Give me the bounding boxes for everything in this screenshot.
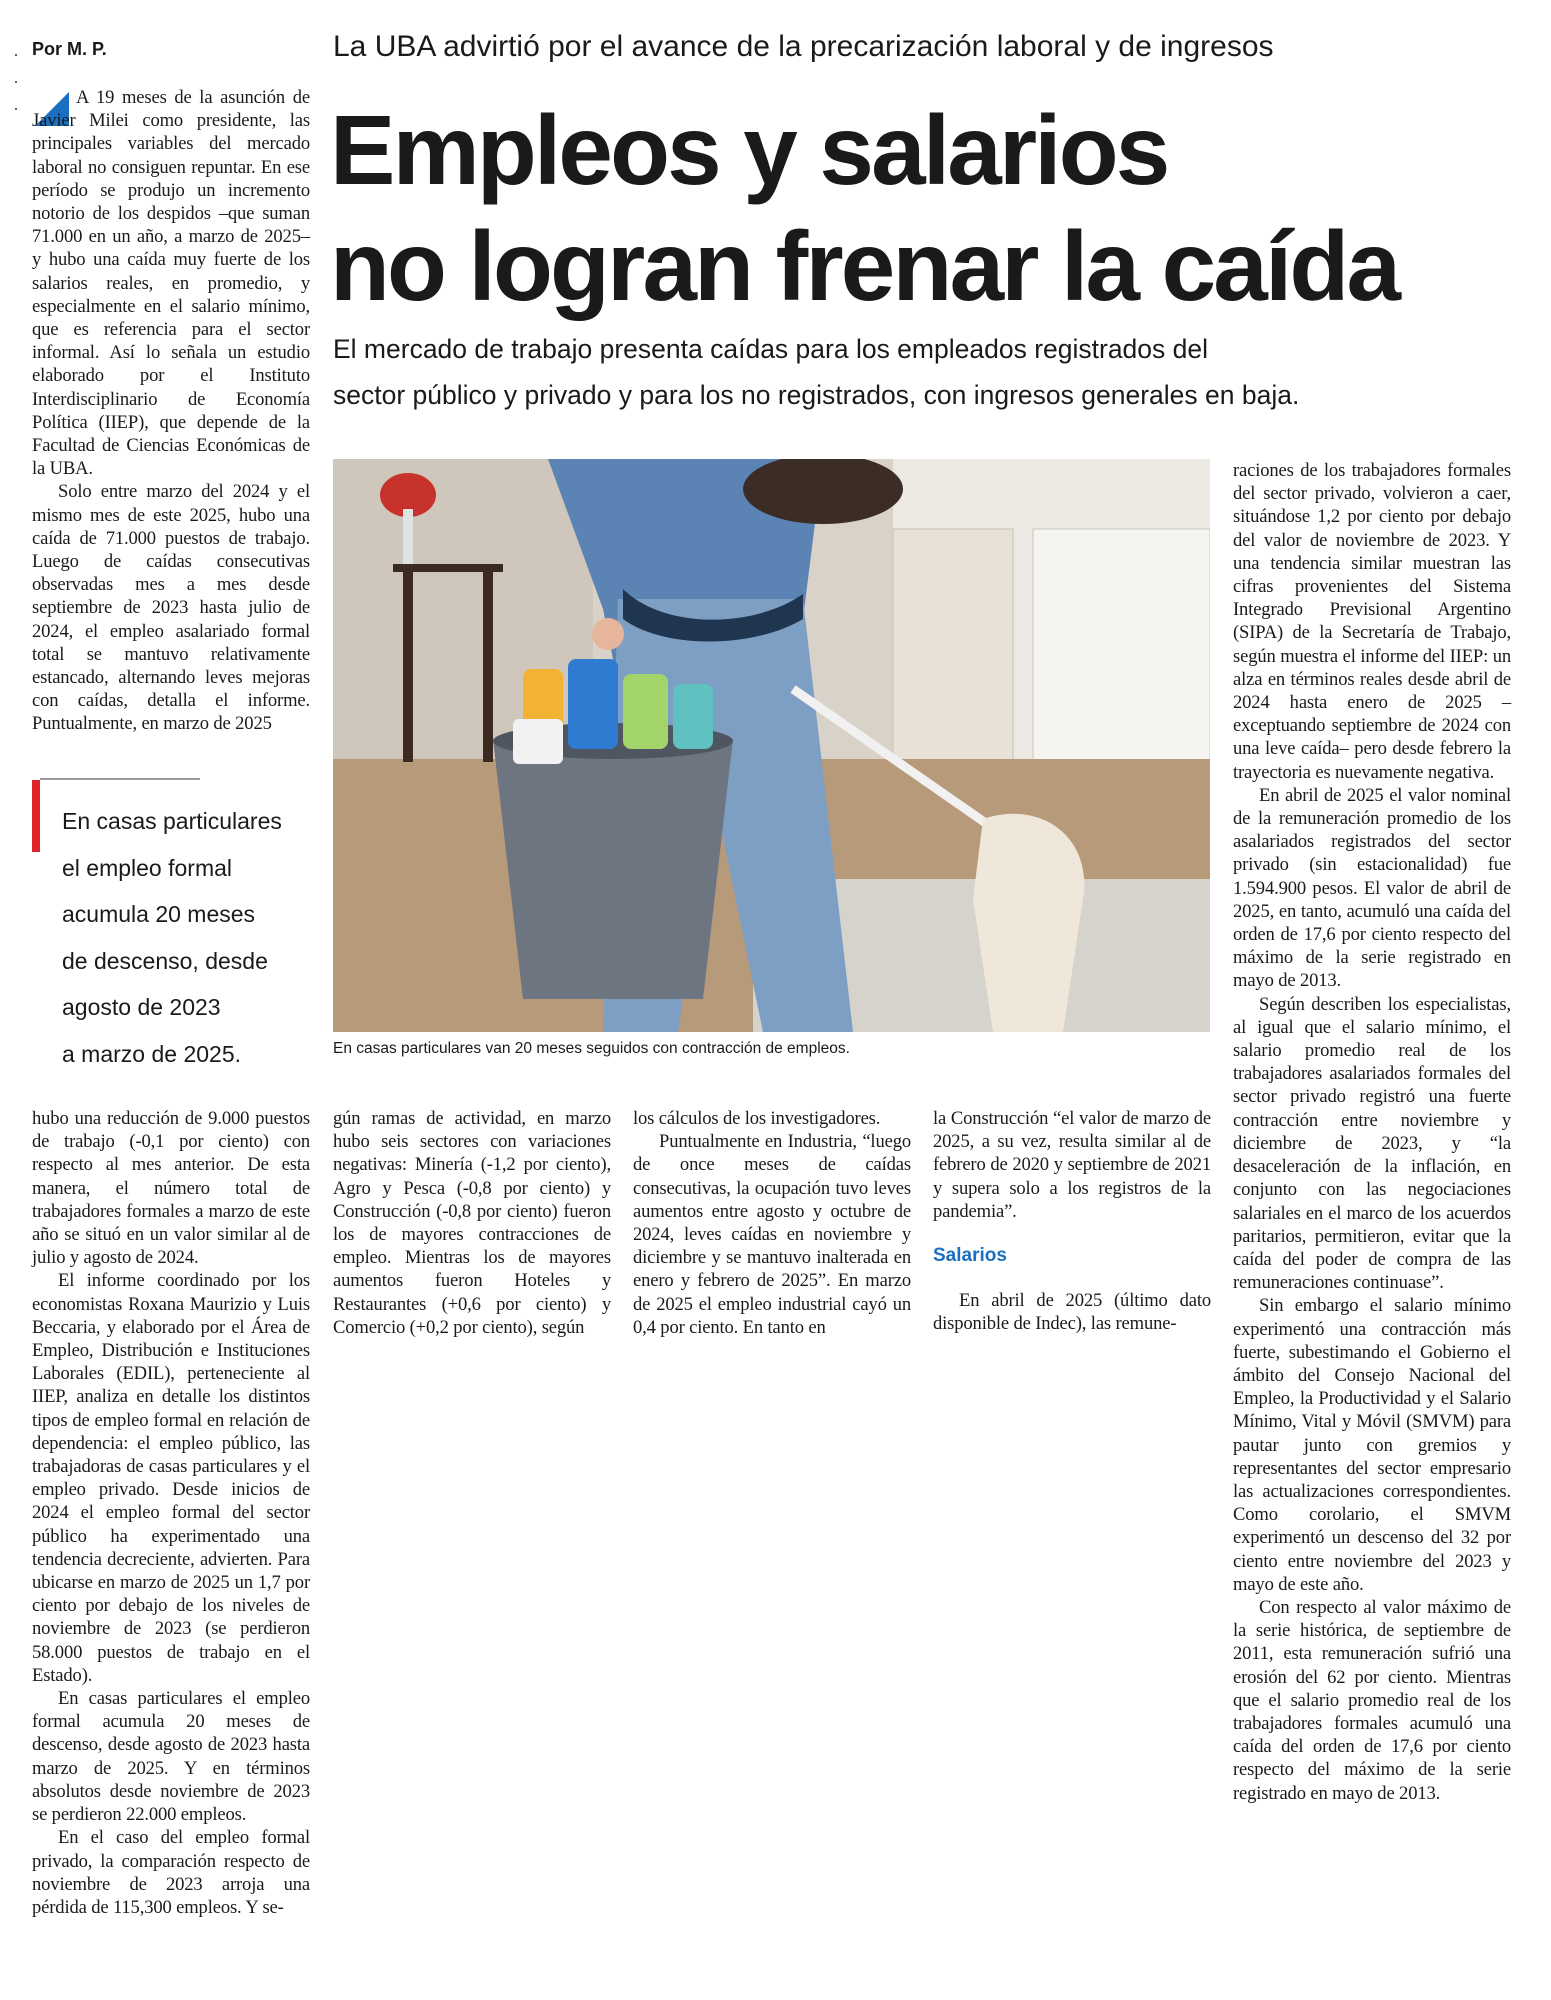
paragraph: Según describen los especialistas, al igual que el salario mínimo, el salario promedio real de los trabajadores asalariados formales del sector privado registró una fuerte contracción entre noviembre y diciembre de 2023, y “la desaceleración de la inflación, en conjunto con las negociaciones salariales en el marco de los acuerdos paritarios, permitieron, evitar que la caída del poder de compra de las remuneraciones continuase”. [1233,993,1511,1294]
kicker: La UBA advirtió por el avance de la precarización laboral y de ingresos [333,30,1274,63]
paragraph: la Construcción “el valor de marzo de 2025, a su vez, resulta similar al de febrero de 2020 y septiembre de 2021 y supera solo a los registros de la pandemia”. [933,1108,1211,1222]
column-1-top [32,86,310,736]
paragraph: A 19 meses de la asunción de Javier Milei como presidente, las principales variables del mercado laboral no consiguen repuntar. En ese período se produjo un incremento notorio de los despidos –que suman 71.000 en un año, a marzo de 2025– y hubo una caída muy fuerte de los salarios reales, en promedio, y especialmente en el salario mínimo, que es referencia para el sector informal. Así lo señala un estudio elaborado por el Instituto Interdisciplinario de Economía Política (IIEP), que depende de la Facultad de Ciencias Económicas de la UBA. [32,87,310,480]
paragraph: En abril de 2025 (último dato disponible de Indec), las remune- [933,1290,1211,1335]
headline-line-1: Empleos y salarios [330,95,1168,205]
quote-bar [32,780,40,852]
paragraph: hubo una reducción de 9.000 puestos de trabajo (-0,1 por ciento) con respecto al mes anterior. De esta manera, el número total de trabajadores formales a marzo de este año se situó en un valor similar al de julio y agosto de 2024. [32,1108,310,1269]
subhead-line-2: sector público y privado y para los no registrados, con ingresos generales en baja. [333,380,1300,410]
quote-line: a marzo de 2025. [62,1040,242,1067]
paragraph: El informe coordinado por los economistas Roxana Maurizio y Luis Beccaria, y elaborado por el Área de Empleo, Distribución e Instituciones Laborales (EDIL), perteneciente al IIEP, analiza en detalle los distintos tipos de empleo formal en relación de dependencia: el empleo público, las trabajadoras de casas particulares y el empleo privado. Desde inicios de 2024 el empleo formal del sector público ha experimentado una tendencia decreciente, advierten. Para ubicarse en marzo de 2025 un 1,7 por ciento por debajo de los niveles de noviembre de 2023 (se perdieron 58.000 puestos de trabajo en el Estado). [32,1270,310,1686]
headline-line-2: no logran frenar la caída [330,211,1399,321]
subhead [333,326,1383,418]
paragraph: Sin embargo el salario mínimo experimentó una contracción más fuerte, subestimando el Gobierno el ámbito del Consejo Nacional del Empleo, la Productividad y el Salario Mínimo, Vital y Móvil (SMVM) para pautar junto con gremios y representantes del sector empresario las actualizaciones correspondientes. Como corolario, el SMVM experimentó un descenso del 32 por ciento entre noviembre del 2023 y mayo de este año. [1233,1295,1511,1595]
paragraph: En el caso del empleo formal privado, la comparación respecto de noviembre de 2023 arroja una pérdida de 115,300 empleos. Y se- [32,1827,310,1918]
column-4 [933,1107,1211,1335]
paragraph: los cálculos de los investigadores. [633,1108,881,1129]
paragraph: gún ramas de actividad, en marzo hubo seis sectores con variaciones negativas: Minería (-1,2 por ciento), Agro y Pesca (-0,8 por ciento) y Construcción (-0,8 por ciento) fueron los de mayores contracciones de empleo. Mientras los de mayores aumentos fueron Hoteles y Restaurantes (+0,6 por ciento) y Comercio (+0,2 por ciento), según [333,1108,611,1338]
paragraph: Solo entre marzo del 2024 y el mismo mes de este 2025, hubo una caída de 71.000 puestos de trabajo. Luego de caídas consecutivas observadas mes a mes desde septiembre de 2023 hasta julio de 2024, el empleo asalariado formal total se mantuvo relativamente estancado, alternando leves mejoras con caídas, detalla el informe. Puntualmente, en marzo de 2025 [32,481,310,735]
headline [330,92,1480,324]
paragraph: En abril de 2025 el valor nominal de la remuneración promedio de los asalariados registrados del sector privado (sin estacionalidad) fue 1.594.900 pesos. El valor de abril de 2025, en tanto, acumuló una caída del orden de 17,6 por ciento respecto del máximo de la serie registrado en mayo de 2013. [1233,784,1511,992]
subhead-line-1: El mercado de trabajo presenta caídas para los empleados registrados del [333,334,1209,364]
column-2 [333,1107,611,1339]
quote-rule [40,778,200,780]
quote-line: el empleo formal [62,854,233,881]
paragraph: Con respecto al valor máximo de la serie histórica, de septiembre de 2011, esta remuneración sufrió una erosión del 62 por ciento. Mientras que el salario promedio real de los trabajadores formales acumuló una caída del orden de 17,6 por ciento respecto del máximo de la serie registrado en mayo de 2013. [1233,1596,1511,1804]
quote-line: En casas particulares [62,808,282,834]
byline: Por M. P. [32,39,107,59]
paragraph: Puntualmente en Industria, “luego de once meses de caídas consecutivas, la ocupación tuvo leves aumentos entre agosto y octubre de 2024, leves caídas en noviembre y diciembre y se mantuvo inalterada en enero y febrero de 2025”. En marzo de 2025 el empleo industrial cayó un 0,4 por ciento. En tanto en [633,1131,911,1338]
column-3 [633,1107,911,1339]
paragraph: En casas particulares el empleo formal acumula 20 meses de descenso, desde agosto de 2023 hasta marzo de 2025. Y en términos absolutos desde noviembre de 2023 se perdieron 22.000 empleos. [32,1688,310,1826]
photo-caption: En casas particulares van 20 meses seguidos con contracción de empleos. [333,1040,850,1057]
quote-line: acumula 20 meses [62,901,256,927]
margin-marks [15,54,18,135]
quote-line: de descenso, desde [62,947,268,974]
article-photo [333,459,1210,1032]
section-heading-salarios: Salarios [933,1245,1007,1267]
column-1-bottom [32,1107,310,1919]
quote-text [62,798,317,1077]
quote-line: agosto de 2023 [62,994,221,1020]
paragraph: raciones de los trabajadores formales del sector privado, volvieron a caer, situándose 1,2 por ciento por debajo del valor de noviembre de 2023. Y una tendencia similar muestran las cifras provenientes del Sistema Integrado Previsional Argentino (SIPA) de la Secretaría de Trabajo, según muestra el informe del IIEP: un alza en términos reales desde abril de 2024 hasta enero de 2025 –exceptuando septiembre de 2024 con una leve caída– pero desde febrero la trayectoria es nuevamente negativa. [1233,460,1511,783]
column-5 [1233,459,1511,1805]
